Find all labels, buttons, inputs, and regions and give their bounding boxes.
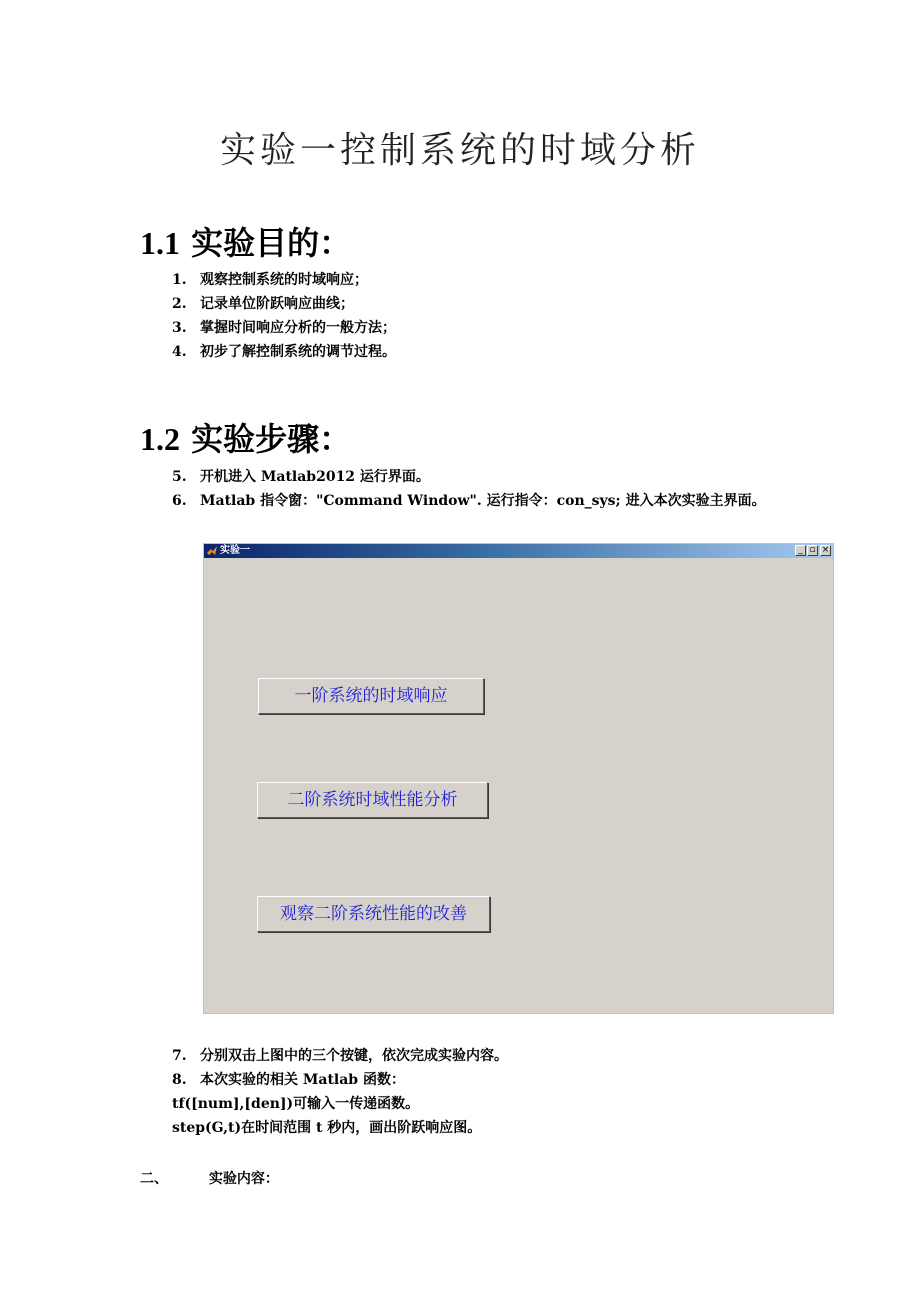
item-number: 1. — [172, 272, 187, 288]
section-title: 实验目的： — [191, 224, 352, 262]
list-item — [172, 489, 766, 513]
item-number: 6. — [172, 493, 187, 509]
list-item — [172, 340, 396, 364]
first-order-response-button[interactable]: 一阶系统的时域响应 — [258, 678, 484, 714]
minimize-button[interactable]: _ — [795, 545, 806, 556]
item-text: 开机进入 Matlab2012 运行界面。 — [200, 469, 430, 485]
section-title: 实验步骤： — [191, 420, 352, 458]
section-2-heading — [140, 1168, 279, 1188]
restore-button[interactable]: ▫ — [807, 545, 818, 556]
list-item — [172, 268, 396, 292]
item-text: 记录单位阶跃响应曲线； — [200, 296, 354, 312]
second-order-improvement-button[interactable]: 观察二阶系统性能的改善 — [257, 896, 490, 932]
section-title: 实验内容： — [208, 1171, 279, 1187]
second-order-analysis-button[interactable]: 二阶系统时域性能分析 — [257, 782, 488, 818]
window-titlebar[interactable] — [204, 544, 833, 558]
item-text: 掌握时间响应分析的一般方法； — [200, 320, 396, 336]
section-heading-objectives — [140, 218, 351, 264]
matlab-logo-icon — [207, 546, 217, 556]
objectives-list — [172, 268, 396, 364]
item-text: 初步了解控制系统的调节过程。 — [200, 344, 396, 360]
list-item — [172, 465, 766, 489]
item-text: 观察控制系统的时域响应； — [200, 272, 368, 288]
section-number: 1.1 — [140, 225, 180, 261]
followup-list — [172, 1044, 508, 1092]
function-note: step(G,t)在时间范围 t 秒内，画出阶跃响应图。 — [172, 1120, 482, 1136]
section-number: 二、 — [140, 1171, 168, 1187]
item-number: 8. — [172, 1072, 187, 1088]
steps-list — [172, 465, 766, 513]
item-number: 5. — [172, 469, 187, 485]
function-notes — [172, 1092, 481, 1140]
item-text: Matlab 指令窗："Command Window". 运行指令：con_sys; 进入本次实验主界面。 — [200, 493, 766, 509]
matlab-figure-window — [203, 543, 834, 1014]
section-number: 1.2 — [140, 421, 180, 457]
item-number: 2. — [172, 296, 187, 312]
item-text: 分别双击上图中的三个按键，依次完成实验内容。 — [200, 1048, 508, 1064]
window-title: 实验一 — [220, 545, 250, 556]
section-heading-steps — [140, 414, 351, 460]
list-item — [172, 316, 396, 340]
item-number: 7. — [172, 1048, 187, 1064]
document-title: 实验一控制系统的时域分析 — [219, 130, 700, 171]
item-number: 4. — [172, 344, 187, 360]
function-note: tf([num],[den])可输入一传递函数。 — [172, 1096, 420, 1112]
list-item — [172, 292, 396, 316]
item-number: 3. — [172, 320, 187, 336]
list-item — [172, 1044, 508, 1068]
list-item — [172, 1068, 508, 1092]
close-button[interactable]: × — [821, 545, 830, 555]
item-text: 本次实验的相关 Matlab 函数： — [200, 1072, 405, 1088]
